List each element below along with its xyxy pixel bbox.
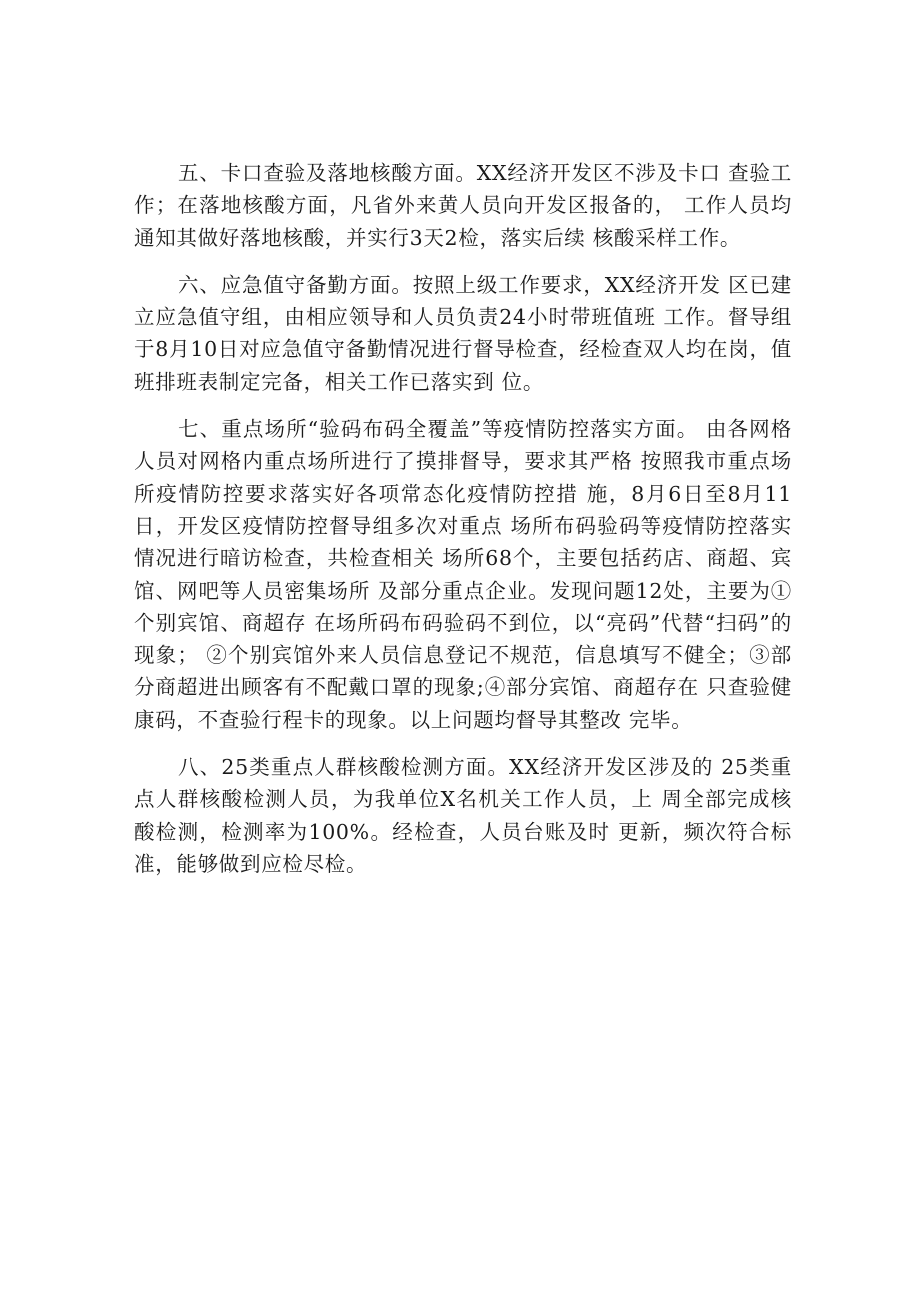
paragraph-key-groups-testing: 八、25类重点人群核酸检测方面。XX经济开发区涉及的 25类重点人群核酸检测人员，为我单位X名机关工作人员，上 周全部完成核酸检测，检测率为100%。经检查，人员台账及时 更新，频次符合标准，能够做到应检尽检。 [134, 755, 792, 876]
document-body [134, 157, 792, 880]
paragraph-emergency-duty: 六、应急值守备勤方面。按照上级工作要求，XX经济开发 区已建立应急值守组，由相应领导和人员负责24小时带班值班 工作。督导组于8月10日对应急值守备勤情况进行督导检查，经检查双人均在岗，值班排班表制定完备，相关工作已落实到 位。 [134, 272, 792, 394]
paragraph-key-venues-code-check: 七、重点场所“验码布码全覆盖”等疫情防控落实方面。 由各网格人员对网格内重点场所进行了摸排督导，要求其严格 按照我市重点场所疫情防控要求落实好各项常态化疫情防控措 施，8月6日至8月11日，开发区疫情防控督导组多次对重点 场所布码验码等疫情防控落实情况进行暗访检查，共检查相关 场所68个，主要包括药店、商超、宾馆、网吧等人员密集场所 及部分重点企业。发现问题12处，主要为①个别宾馆、商超存 在场所码布码验码不到位，以“亮码”代替“扫码”的现象； ②个别宾馆外来人员信息登记不规范，信息填写不健全；③部 分商超进出顾客有不配戴口罩的现象;④部分宾馆、商超存在 只查验健康码，不查验行程卡的现象。以上问题均督导其整改 完毕。 [134, 417, 792, 732]
paragraph-checkpoint-nucleic-acid: 五、卡口查验及落地核酸方面。XX经济开发区不涉及卡口 查验工作；在落地核酸方面，凡省外来黄人员向开发区报备的， 工作人员均通知其做好落地核酸，并实行3天2检，落实后续 核酸采样工作。 [134, 161, 792, 250]
